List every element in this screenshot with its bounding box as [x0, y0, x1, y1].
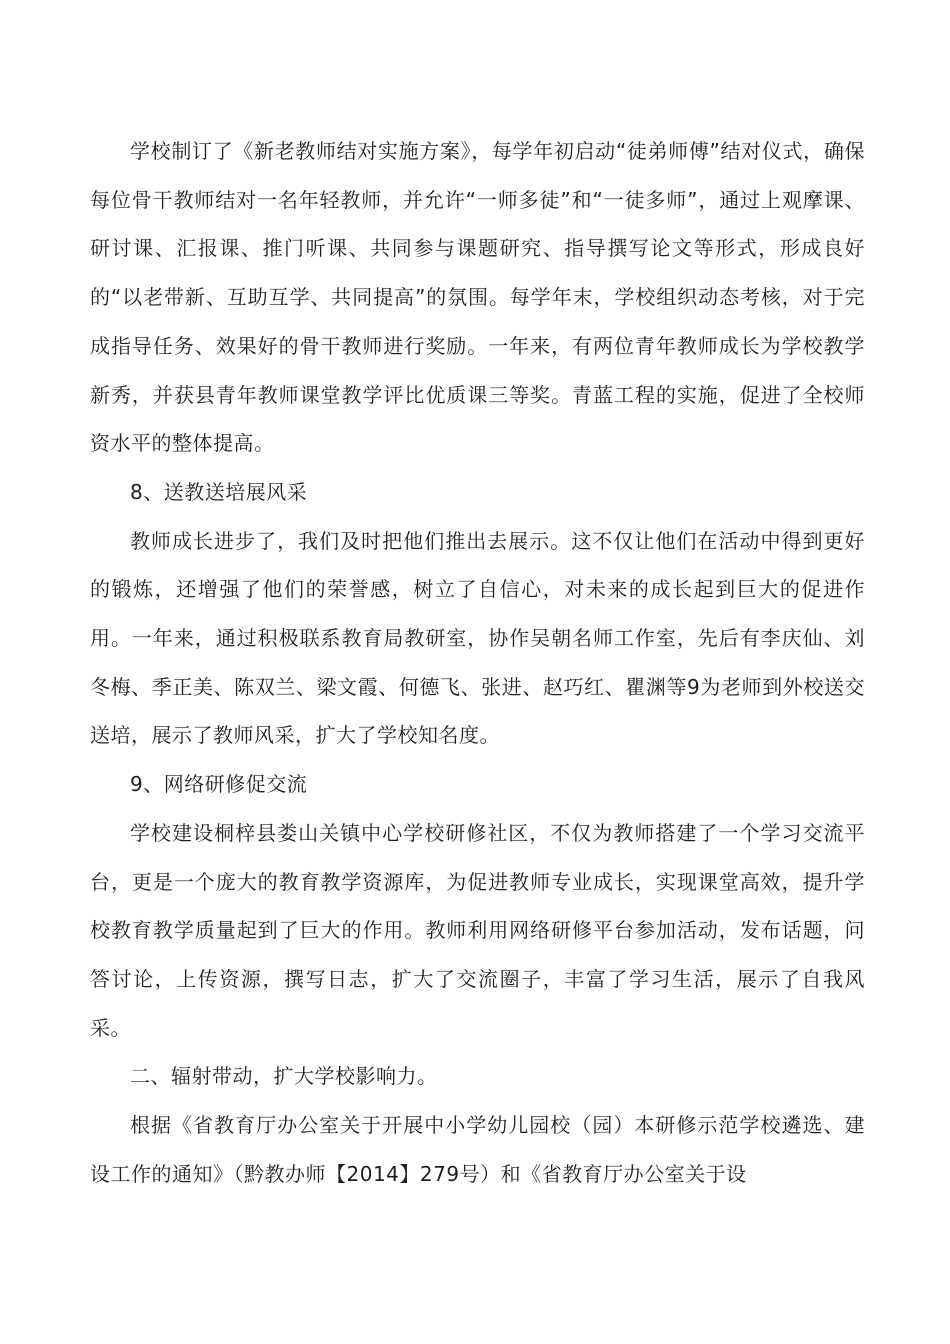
section-heading-2: 二、辐射带动，扩大学校影响力。 — [130, 1064, 438, 1089]
paragraph-mentoring-program: 学校制订了《新老教师结对实施方案》，每学年初启动“徒弟师傅”结对仪式，确保每位骨干教师结对一名年轻教师，并允许“一师多徒”和“一徒多师”，通过上观摩课、研讨课、汇报课、推门听课、共同参与课题研究、指导撰写论文等形式，形成良好的“以老带新、互助互学、共同提高”的氛围。每学年末，学校组织动态考核，对于完成指导任务、效果好的骨干教师进行奖励。一年来，有两位青年教师成长为学校教学新秀，并获县青年教师课堂教学评比优质课三等奖。青蓝工程的实施，促进了全校师资水平的整体提高。 — [90, 139, 865, 456]
paragraph-outreach-training: 教师成长进步了，我们及时把他们推出去展示。这不仅让他们在活动中得到更好的锻炼，还增强了他们的荣誉感，树立了自信心，对未来的成长起到巨大的促进作用。一年来，通过积极联系教育局教研室，协作吴朝名师工作室，先后有李庆仙、刘冬梅、季正美、陈双兰、梁文霞、何德飞、张进、赵巧红、瞿渊等9为老师到外校送交送培，展示了教师风采，扩大了学校知名度。 — [90, 528, 865, 748]
document-body — [90, 127, 865, 1198]
section-heading-8: 8、送教送培展风采 — [130, 479, 308, 504]
paragraph-online-research: 学校建设桐梓县娄山关镇中心学校研修社区，不仅为教师搭建了一个学习交流平台，更是一个庞大的教育教学资源库，为促进教师专业成长，实现课堂高效，提升学校教育教学质量起到了巨大的作用。教师利用网络研修平台参加活动，发布话题，问答讨论，上传资源，撰写日志，扩大了交流圈子，丰富了学习生活，展示了自我风采。 — [90, 820, 865, 1040]
section-heading-9: 9、网络研修促交流 — [130, 772, 308, 797]
paragraph-provincial-notice: 根据《省教育厅办公室关于开展中小学幼儿园校（园）本研修示范学校遴选、建设工作的通知》（黔教办师【2014】279号）和《省教育厅办公室关于设 — [90, 1113, 865, 1186]
